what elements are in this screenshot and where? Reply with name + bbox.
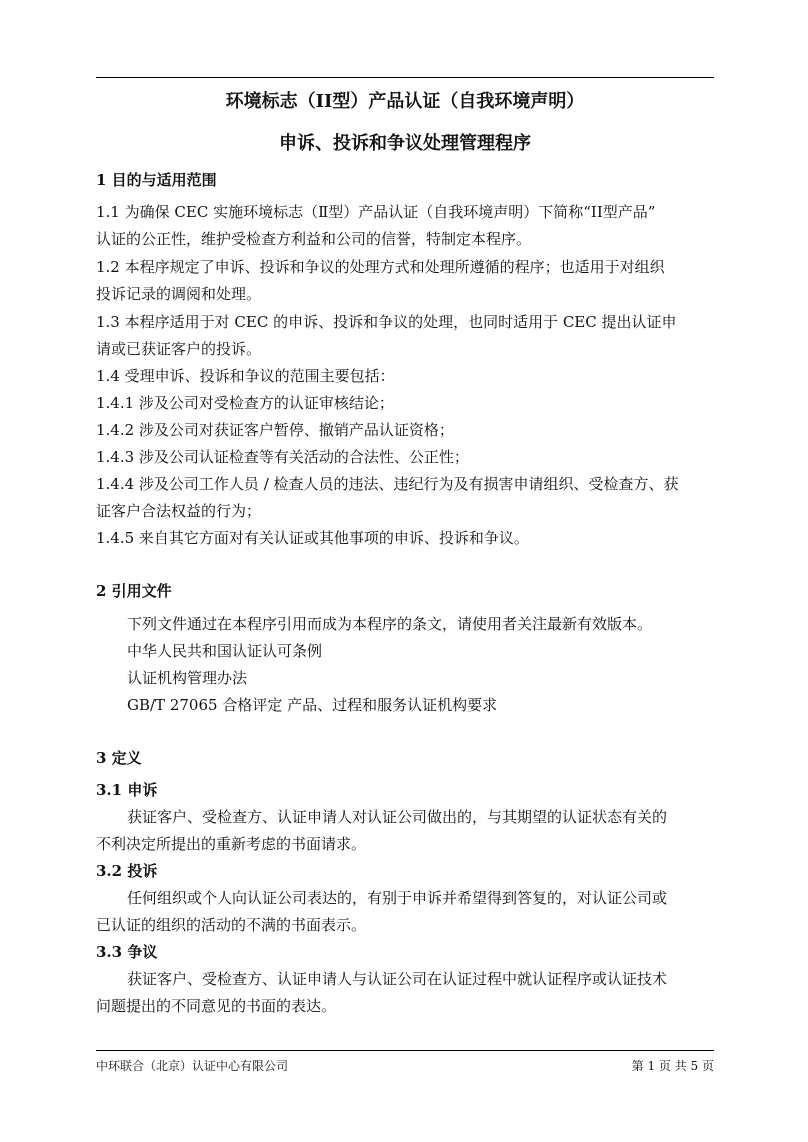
reference-item: 认证机构管理办法	[127, 669, 248, 687]
item-1-4-1: 1.4.1 涉及公司对受检查方的认证审核结论；	[96, 394, 394, 412]
item-1-4-2: 1.4.2 涉及公司对获证客户暂停、撤销产品认证资格；	[96, 421, 454, 439]
definition-3-3-heading: 3.3 争议	[96, 943, 158, 961]
footer-company: 中环联合（北京）认证中心有限公司	[96, 1059, 289, 1073]
section-1-heading: 1 目的与适用范围	[96, 171, 217, 189]
item-1-4-4-line2: 证客户合法权益的行为；	[96, 502, 262, 520]
paragraph-1-2-line2: 投诉记录的调阅和处理。	[96, 285, 262, 303]
document-title: 环境标志（II型）产品认证（自我环境声明）	[225, 91, 585, 112]
item-1-4-3: 1.4.3 涉及公司认证检查等有关活动的合法性、公正性；	[96, 448, 469, 466]
definition-3-2-text-line2: 已认证的组织的活动的不满的书面表示。	[96, 916, 367, 934]
paragraph-1-3-line2: 请或已获证客户的投诉。	[96, 340, 262, 358]
item-1-4-4-line1: 1.4.4 涉及公司工作人员 / 检查人员的违法、违纪行为及有损害申请组织、受检查方、获	[96, 475, 679, 493]
document-subtitle: 申诉、投诉和争议处理管理程序	[279, 133, 531, 154]
definition-3-1-heading: 3.1 申诉	[96, 781, 158, 799]
definition-3-2-text-line1: 任何组织或个人向认证公司表达的，有别于申诉并希望得到答复的，对认证公司或	[127, 889, 668, 907]
references-intro: 下列文件通过在本程序引用而成为本程序的条文，请使用者关注最新有效版本。	[127, 615, 653, 633]
item-1-4-5: 1.4.5 来自其它方面对有关认证或其他事项的申诉、投诉和争议。	[96, 529, 529, 547]
definition-3-1-text-line1: 获证客户、受检查方、认证申请人对认证公司做出的，与其期望的认证状态有关的	[127, 808, 668, 826]
header-rule	[96, 77, 714, 78]
paragraph-1-4: 1.4 受理申诉、投诉和争议的范围主要包括：	[96, 367, 395, 385]
definition-3-3-text-line1: 获证客户、受检查方、认证申请人与认证公司在认证过程中就认证程序或认证技术	[127, 970, 668, 988]
paragraph-1-2-line1: 1.2 本程序规定了申诉、投诉和争议的处理方式和处理所遵循的程序；也适用于对组织	[96, 258, 665, 276]
reference-item: 中华人民共和国认证认可条例	[127, 642, 323, 660]
section-2-heading: 2 引用文件	[96, 582, 172, 600]
section-3-heading: 3 定义	[96, 749, 142, 767]
footer-page-number: 第 1 页 共 5 页	[631, 1059, 714, 1073]
paragraph-1-3-line1: 1.3 本程序适用于对 CEC 的申诉、投诉和争议的处理，也同时适用于 CEC 提出认证申	[96, 313, 677, 331]
paragraph-1-1-line1: 1.1 为确保 CEC 实施环境标志（Ⅱ型）产品认证（自我环境声明）下简称“II型产品”	[96, 203, 656, 221]
reference-item: GB/T 27065 合格评定 产品、过程和服务认证机构要求	[127, 696, 498, 714]
paragraph-1-1-line2: 认证的公正性，维护受检查方利益和公司的信誉，特制定本程序。	[96, 230, 532, 248]
definition-3-3-text-line2: 问题提出的不同意见的书面的表达。	[96, 997, 337, 1015]
definition-3-2-heading: 3.2 投诉	[96, 862, 158, 880]
definition-3-1-text-line2: 不利决定所提出的重新考虑的书面请求。	[96, 835, 367, 853]
footer-rule	[96, 1050, 714, 1051]
